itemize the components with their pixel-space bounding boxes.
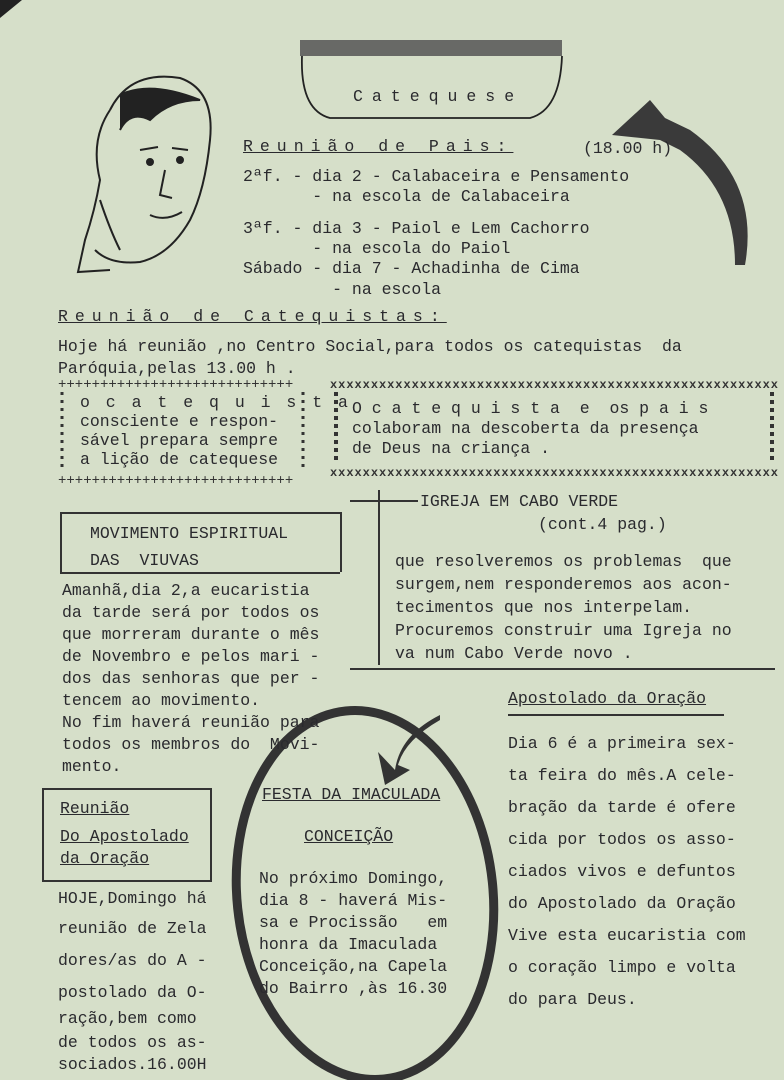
reuniao-ap-line: postolado da O- (58, 983, 207, 1002)
apostolado-title: Apostolado da Oração (508, 689, 707, 708)
pais-line: - na escola de Calabaceira (243, 187, 570, 206)
catequistas-heading: Reunião de Catequistas: (58, 307, 447, 326)
apostolado-line: do para Deus. (508, 990, 637, 1009)
x-box-line: O c a t e q u i s t a e os p a i s (352, 399, 709, 418)
catequistas-line: Hoje há reunião ,no Centro Social,para todos os catequistas da (58, 337, 682, 356)
x-box-line: colaboram na descoberta da presença (352, 419, 699, 438)
x-box-line: de Deus na criança . (352, 439, 551, 458)
plus-border: ++++++++++++++++++++++++++++ (58, 377, 294, 393)
apostolado-line: ciados vivos e defuntos (508, 862, 736, 881)
pais-line: - na escola do Paiol (243, 239, 511, 258)
igreja-divider (378, 490, 380, 665)
reuniao-ap-line: HOJE,Domingo há (58, 889, 207, 908)
viuvas-line: todos os membros do Movi- (62, 735, 320, 754)
igreja-line: va num Cabo Verde novo . (395, 644, 633, 663)
apostolado-line: bração da tarde é ofere (508, 798, 736, 817)
apostolado-line: ta feira do mês.A cele- (508, 766, 736, 785)
festa-title: FESTA DA IMACULADA (262, 785, 441, 804)
pais-time: (18.00 h) (583, 139, 673, 158)
page-title: Catequese (353, 87, 524, 106)
apostolado-line: do Apostolado da Oração (508, 894, 736, 913)
reuniao-ap-title: Do Apostolado (60, 827, 189, 846)
plus-border: ++++++++++++++++++++++++++++ (58, 473, 294, 489)
viuvas-line: da tarde será por todos os (62, 603, 320, 622)
igreja-line: Procuremos construir uma Igreja no (395, 621, 732, 640)
reuniao-ap-line: dores/as do A - (58, 951, 207, 970)
x-border: xxxxxxxxxxxxxxxxxxxxxxxxxxxxxxxxxxxxxxxxxxxxxxxxxxxxxxx (330, 466, 778, 480)
plus-box-line: consciente e respon- (80, 412, 279, 431)
festa-line: dia 8 - haverá Mis- (259, 891, 448, 910)
viuvas-title: MOVIMENTO ESPIRITUAL (90, 524, 289, 543)
festa-oval (218, 698, 511, 1080)
reuniao-ap-title: da Oração (60, 849, 150, 868)
pais-line: 3ªf. - dia 3 - Paiol e Lem Cachorro (243, 219, 590, 238)
igreja-cont: (cont.4 pag.) (538, 515, 667, 534)
plus-box-line: o c a t e q u i s t a (80, 393, 351, 412)
igreja-line: surgem,nem responderemos aos acon- (395, 575, 732, 594)
pais-line: Sábado - dia 7 - Achadinha de Cima (243, 259, 580, 278)
festa-line: sa e Procissão em (259, 913, 448, 932)
festa-title: CONCEIÇÃO (304, 827, 394, 846)
igreja-title: IGREJA EM CABO VERDE (420, 492, 619, 511)
viuvas-line: tencem ao movimento. (62, 691, 261, 710)
viuvas-line: de Novembro e pelos mari - (62, 647, 320, 666)
plus-box-line: a lição de catequese (80, 450, 279, 469)
x-border: xxxxxxxxxxxxxxxxxxxxxxxxxxxxxxxxxxxxxxxxxxxxxxxxxxxxxxx (330, 378, 778, 392)
festa-line: do Bairro ,às 16.30 (259, 979, 448, 998)
apostolado-line: cida por todos os asso- (508, 830, 736, 849)
pais-line: - na escola (243, 280, 442, 299)
viuvas-line: mento. (62, 757, 122, 776)
reuniao-ap-title: Reunião (60, 799, 130, 818)
festa-line: honra da Imaculada (259, 935, 438, 954)
reuniao-ap-line: ração,bem como (58, 1009, 197, 1028)
viuvas-line: dos das senhoras que per - (62, 669, 320, 688)
plus-box-line: sável prepara sempre (80, 431, 279, 450)
corner-mark (0, 0, 22, 18)
viuvas-line: que morreram durante o mês (62, 625, 320, 644)
reuniao-ap-line: sociados.16.00H (58, 1055, 207, 1074)
pais-line: 2ªf. - dia 2 - Calabaceira e Pensamento (243, 167, 630, 186)
title-banner-band (300, 40, 562, 56)
reuniao-ap-line: reunião de Zela (58, 919, 207, 938)
viuvas-line: Amanhã,dia 2,a eucaristia (62, 581, 310, 600)
viuvas-line: No fim haverá reunião para (62, 713, 320, 732)
festa-line: Conceição,na Capela (259, 957, 448, 976)
curved-arrow-icon (612, 100, 748, 265)
viuvas-title: DAS VIUVAS (90, 551, 199, 570)
reuniao-ap-line: de todos os as- (58, 1033, 207, 1052)
igreja-line: que resolveremos os problemas que (395, 552, 732, 571)
face-sketch-icon (78, 77, 211, 272)
festa-line: No próximo Domingo, (259, 869, 448, 888)
apostolado-line: Dia 6 é a primeira sex- (508, 734, 736, 753)
catequistas-line: Paróquia,pelas 13.00 h . (58, 359, 296, 378)
apostolado-line: o coração limpo e volta (508, 958, 736, 977)
pais-heading: Reunião de Pais: (243, 137, 514, 156)
apostolado-line: Vive esta eucaristia com (508, 926, 746, 945)
igreja-line: tecimentos que nos interpelam. (395, 598, 693, 617)
